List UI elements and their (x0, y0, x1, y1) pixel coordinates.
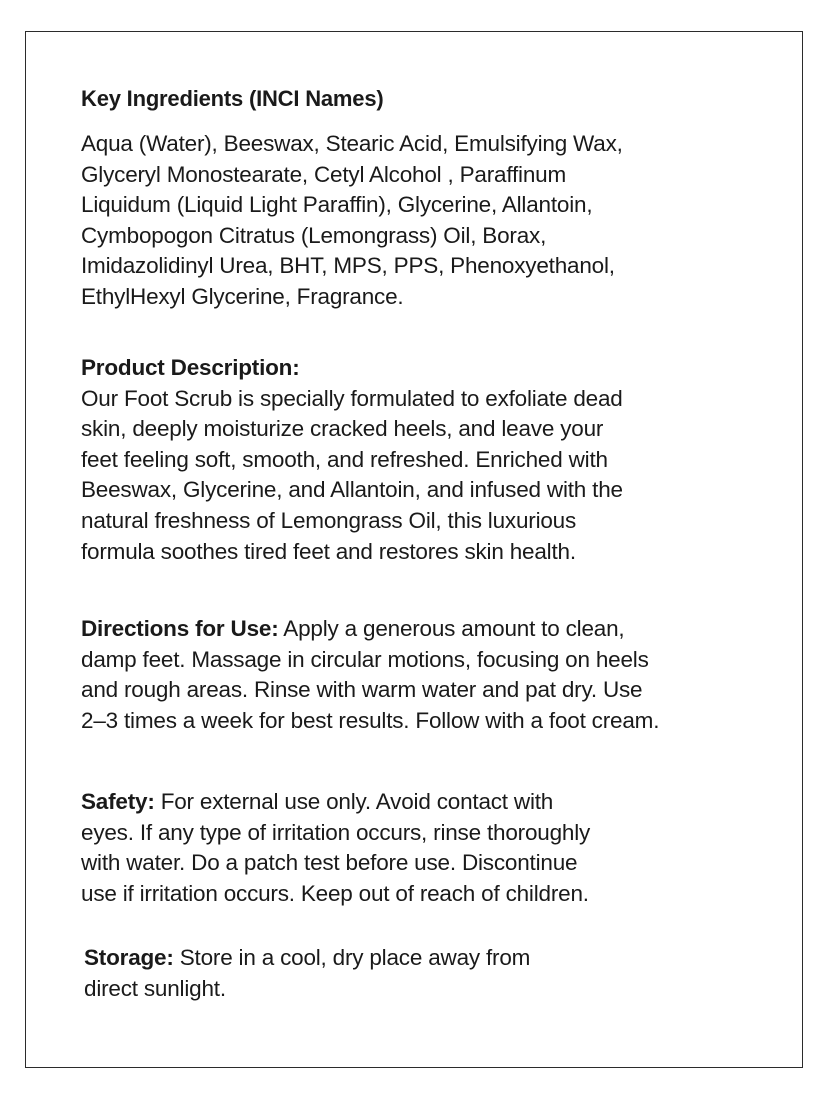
directions-first-line (81, 614, 781, 645)
directions-line: damp feet. Massage in circular motions, focusing on heels (81, 646, 649, 672)
directions-line: and rough areas. Rinse with warm water and pat dry. Use (81, 677, 643, 703)
ingredients-line: Imidazolidinyl Urea, BHT, MPS, PPS, Phenoxyethanol, (81, 253, 615, 279)
directions-line: 2–3 times a week for best results. Follow with a foot cream. (81, 707, 660, 733)
storage-section (84, 943, 784, 1004)
ingredients-line: EthylHexyl Glycerine, Fragrance. (81, 283, 404, 309)
description-line: Beeswax, Glycerine, and Allantoin, and infused with the (81, 477, 623, 503)
safety-first-line (81, 787, 781, 818)
safety-line: with water. Do a patch test before use. Discontinue (81, 850, 578, 876)
ingredients-line: Cymbopogon Citratus (Lemongrass) Oil, Borax, (81, 222, 547, 248)
ingredients-line: Glyceryl Monostearate, Cetyl Alcohol , Paraffinum (81, 161, 567, 187)
ingredients-heading: Key Ingredients (INCI Names) (81, 86, 384, 111)
storage-heading: Storage: (84, 945, 174, 970)
storage-line: direct sunlight. (84, 975, 226, 1001)
description-section (81, 353, 781, 567)
description-line: natural freshness of Lemongrass Oil, this luxurious (81, 507, 577, 533)
storage-first-line (84, 943, 784, 974)
directions-section (81, 614, 781, 736)
storage-text: Store in a cool, dry place away from (173, 945, 531, 970)
safety-line: eyes. If any type of irritation occurs, rinse thoroughly (81, 819, 591, 845)
description-line: Our Foot Scrub is specially formulated to exfoliate dead (81, 385, 623, 411)
safety-section (81, 787, 781, 909)
ingredients-line: Liquidum (Liquid Light Paraffin), Glycerine, Allantoin, (81, 192, 593, 218)
safety-line: use if irritation occurs. Keep out of reach of children. (81, 880, 589, 906)
ingredients-line: Aqua (Water), Beeswax, Stearic Acid, Emulsifying Wax, (81, 131, 623, 156)
description-line: skin, deeply moisturize cracked heels, and leave your (81, 416, 604, 442)
safety-text: For external use only. Avoid contact with (154, 789, 554, 814)
description-line: formula soothes tired feet and restores skin health. (81, 538, 576, 564)
safety-heading: Safety: (81, 789, 155, 814)
description-heading: Product Description: (81, 355, 300, 380)
ingredients-section (81, 129, 781, 313)
description-line: feet feeling soft, smooth, and refreshed. Enriched with (81, 446, 608, 472)
directions-heading: Directions for Use: (81, 616, 279, 641)
directions-text: Apply a generous amount to clean, (278, 616, 625, 641)
